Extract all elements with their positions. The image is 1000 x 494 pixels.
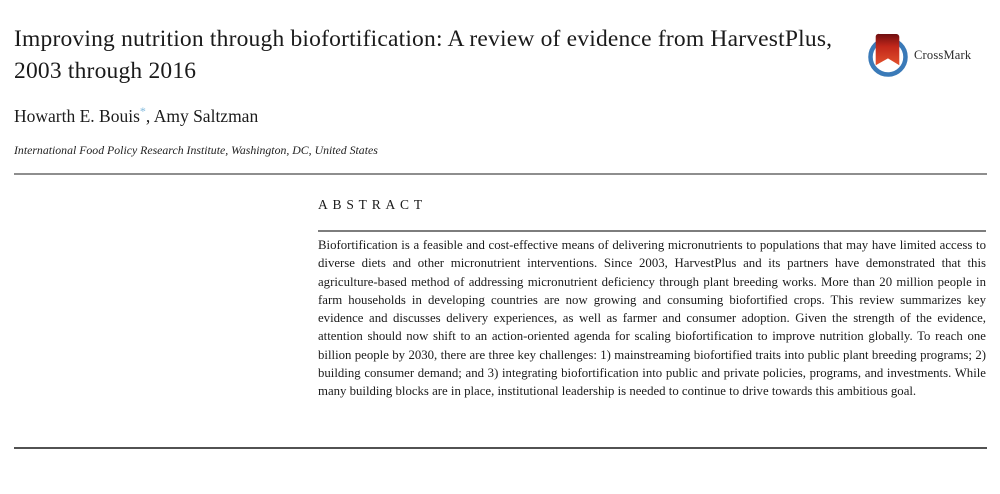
crossmark-badge[interactable] (867, 32, 971, 78)
crossmark-label: CrossMark (914, 47, 972, 62)
header-divider (14, 173, 987, 175)
author-name-2: Amy Saltzman (153, 106, 259, 126)
author-separator: , (145, 106, 154, 126)
abstract-heading: ABSTRACT (318, 197, 427, 212)
authors-line (14, 106, 258, 127)
abstract-text: Biofortification is a feasible and cost-effective means of delivering micronutrients to populations that may have limited access to diverse diets and other micronutrient interventions. Since 2003, HarvestPlus and its partners have demonstrated that this agriculture-based method of addressing micronutrient deficiency through plant breeding works. More than 20 million people in farm households in developing countries are now growing and consuming biofortified crops. This review summarizes key evidence and discusses delivery experiences, as well as farmer and consumer adoption. Given the strength of the evidence, attention should now shift to an action-oriented agenda for scaling biofortification to improve nutrition globally. To reach one billion people by 2030, there are three key challenges: 1) mainstreaming biofortified traits into public plant breeding programs; 2) building consumer demand; and 3) integrating biofortification into public and private policies, programs, and investments. While many building blocks are in place, institutional leadership is needed to continue to drive towards this ambitious goal. (318, 238, 986, 399)
paper-title: Improving nutrition through biofortification: A review of evidence from HarvestPlus, 2003 through 2016 (14, 26, 833, 84)
crossmark-logo-icon (867, 32, 909, 78)
footer-divider (14, 447, 987, 449)
affiliation: International Food Policy Research Institute, Washington, DC, United States (14, 143, 378, 157)
abstract-divider (318, 230, 986, 232)
corresponding-author-asterisk[interactable]: * (139, 104, 146, 119)
author-name-1: Howarth E. Bouis (14, 106, 140, 126)
